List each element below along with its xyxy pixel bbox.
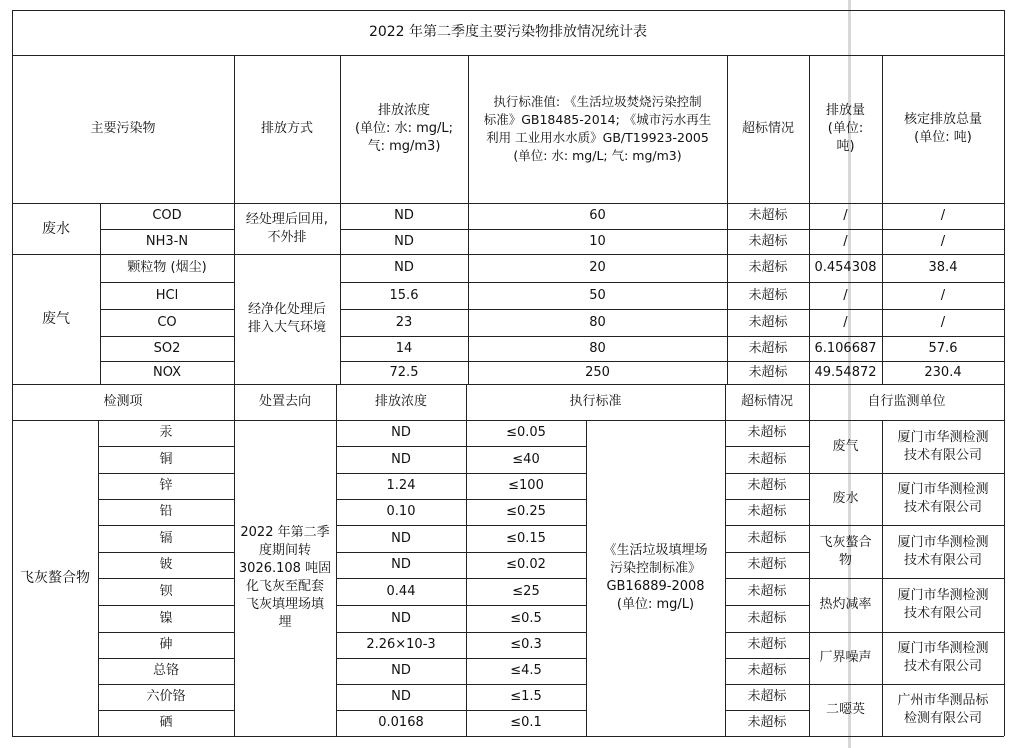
monitor-unit: 厦门市华测检测 技术有限公司 xyxy=(897,534,989,568)
ash-exceed-status: 未超标 xyxy=(747,637,787,652)
monitor-unit: 厦门市华测检测 技术有限公司 xyxy=(897,588,989,621)
grid-line xyxy=(725,632,809,633)
header-standard: 执行标准值: 《生活垃圾焚烧污染控制 标准》GB18485-2014; 《城市污水再生 利用 工业用水水质》GB/T19923-2005 (单位: 水: mg/L; 气: mg/m3) xyxy=(483,94,712,163)
emission-amount: 0.454308 xyxy=(814,260,877,275)
grid-line xyxy=(12,10,13,736)
grid-line xyxy=(725,525,809,526)
emission-concentration: 72.5 xyxy=(389,364,419,380)
ash-exceed-status: 未超标 xyxy=(747,504,787,519)
ash-item-name: 硒 xyxy=(159,715,173,730)
approved-total: / xyxy=(940,314,946,330)
grid-line xyxy=(340,309,1004,310)
grid-line xyxy=(100,309,234,310)
grid-line xyxy=(809,684,1004,685)
grid-line xyxy=(100,361,234,362)
grid-line xyxy=(98,605,234,606)
approved-total: / xyxy=(940,233,946,249)
exceed-status: 未超标 xyxy=(748,340,788,356)
grid-line xyxy=(98,499,234,500)
grid-line xyxy=(336,658,586,659)
grid-line xyxy=(98,658,234,659)
grid-line xyxy=(336,446,586,447)
pollutant-name: CO xyxy=(157,314,177,330)
ash-item-name: 铜 xyxy=(159,451,173,467)
grid-line xyxy=(336,384,337,736)
emission-amount: 49.54872 xyxy=(814,364,877,380)
ash-concentration: ND xyxy=(391,451,411,467)
emission-amount: / xyxy=(843,287,848,303)
ash-exceed-status: 未超标 xyxy=(747,583,787,599)
ash-exceed-status: 未超标 xyxy=(747,689,787,704)
ash-limit: ≤0.5 xyxy=(510,610,542,626)
water-method: 经处理后回用, 不外排 xyxy=(245,211,329,245)
grid-line xyxy=(340,282,1004,283)
ash-concentration: ND xyxy=(391,610,411,626)
grid-line xyxy=(725,446,809,447)
standard-value: 50 xyxy=(589,287,606,303)
grid-line xyxy=(98,710,234,711)
grid-line xyxy=(12,384,1004,385)
grid-line xyxy=(336,552,586,553)
approved-total: / xyxy=(940,287,946,303)
ash-destination: 2022 年第二季 度期间转 3026.108 吨固 化飞灰至配套 飞灰填埋场填 埋 xyxy=(238,525,332,630)
emission-amount: / xyxy=(843,233,848,249)
grid-line xyxy=(727,55,728,384)
ash-label: 飞灰螯合物 xyxy=(20,570,90,586)
pollutant-name: COD xyxy=(152,208,182,223)
grid-line xyxy=(468,55,469,384)
ash-concentration: 2.26×10-3 xyxy=(366,637,436,652)
ash-exceed-status: 未超标 xyxy=(747,715,787,730)
grid-line xyxy=(725,499,809,500)
ash-limit: ≤0.1 xyxy=(510,715,542,730)
ash-limit: ≤4.5 xyxy=(510,663,542,678)
exceed-status: 未超标 xyxy=(748,260,788,275)
emission-amount: / xyxy=(843,314,848,330)
grid-line xyxy=(12,420,1004,421)
pollutant-name: NOX xyxy=(152,364,182,380)
header-amount: 排放量 (单位: 吨) xyxy=(825,103,865,154)
grid-line xyxy=(725,578,809,579)
grid-line xyxy=(466,420,467,736)
emission-concentration: 23 xyxy=(395,314,413,330)
ash-limit: ≤25 xyxy=(512,583,540,599)
grid-line xyxy=(466,384,467,420)
ash-item-name: 钡 xyxy=(159,583,173,599)
exceed-status: 未超标 xyxy=(748,233,788,249)
header-pollutant: 主要污染物 xyxy=(90,121,156,136)
grid-line xyxy=(809,55,810,384)
ash-item-name: 锌 xyxy=(159,478,173,493)
grid-line xyxy=(725,710,809,711)
ash-concentration: ND xyxy=(391,530,411,546)
grid-line xyxy=(809,525,1004,526)
grid-line xyxy=(336,499,586,500)
exceed-status: 未超标 xyxy=(748,287,788,303)
grid-line xyxy=(100,229,234,230)
header-concentration: 排放浓度 (单位: 水: mg/L; 气: mg/m3) xyxy=(354,103,453,154)
ash-exceed-status: 未超标 xyxy=(747,425,787,440)
gas-method: 经净化处理后 排入大气环境 xyxy=(247,302,326,335)
monitor-category: 废气 xyxy=(832,438,859,454)
header2-standard: 执行标准 xyxy=(569,394,622,409)
grid-line xyxy=(882,420,883,736)
monitor-unit: 厦门市华测检测 技术有限公司 xyxy=(897,429,989,463)
standard-value: 60 xyxy=(589,208,606,223)
ash-concentration: 1.24 xyxy=(386,478,416,493)
ash-limit: ≤0.15 xyxy=(506,530,546,546)
ash-item-name: 镉 xyxy=(159,530,173,546)
monitor-category: 废水 xyxy=(832,491,859,506)
grid-line xyxy=(100,203,101,384)
ash-concentration: ND xyxy=(391,689,411,704)
standard-value: 250 xyxy=(585,364,610,380)
ash-item-name: 砷 xyxy=(159,637,173,652)
grid-line xyxy=(98,632,234,633)
grid-line xyxy=(725,605,809,606)
grid-line xyxy=(725,473,809,474)
ash-item-name: 铅 xyxy=(159,504,173,519)
water-label: 废水 xyxy=(42,220,70,237)
header2-exceed: 超标情况 xyxy=(740,394,793,409)
standard-value: 80 xyxy=(589,314,606,330)
grid-line xyxy=(336,632,586,633)
ash-item-name: 镍 xyxy=(159,610,173,626)
grid-line xyxy=(12,10,1004,11)
grid-line xyxy=(12,55,1004,56)
grid-line xyxy=(12,254,1004,255)
grid-line xyxy=(336,525,586,526)
pollutant-name: 颗粒物 (烟尘) xyxy=(127,260,207,275)
table-title: 2022 年第二季度主要污染物排放情况统计表 xyxy=(368,24,648,40)
monitor-category: 二噁英 xyxy=(825,702,865,717)
grid-line xyxy=(12,203,1004,204)
grid-line xyxy=(809,384,810,420)
approved-total: / xyxy=(940,208,946,223)
ash-exceed-status: 未超标 xyxy=(747,557,787,572)
ash-standard: 《生活垃圾填埋场 污染控制标准》 GB16889-2008 (单位: mg/L) xyxy=(603,543,708,612)
emission-concentration: ND xyxy=(394,260,414,275)
approved-total: 230.4 xyxy=(924,364,962,380)
pollutant-name: SO2 xyxy=(153,340,181,356)
ash-limit: ≤100 xyxy=(508,478,544,493)
grid-line xyxy=(882,55,883,384)
emission-concentration: 15.6 xyxy=(389,287,419,303)
grid-line xyxy=(98,446,234,447)
grid-line xyxy=(336,578,586,579)
emission-concentration: ND xyxy=(394,233,414,249)
standard-value: 20 xyxy=(589,260,606,275)
grid-line xyxy=(336,605,586,606)
grid-line xyxy=(340,336,1004,337)
grid-line xyxy=(100,336,234,337)
monitor-category: 飞灰螯合 物 xyxy=(819,534,872,568)
grid-line xyxy=(12,736,1004,737)
grid-line xyxy=(98,552,234,553)
emission-concentration: ND xyxy=(394,208,414,223)
pollutant-name: HCl xyxy=(155,287,179,303)
emission-amount: / xyxy=(843,208,848,223)
grid-line xyxy=(234,55,235,420)
ash-item-name: 铍 xyxy=(159,557,173,572)
grid-line xyxy=(98,525,234,526)
monitor-unit: 厦门市华测检测 技术有限公司 xyxy=(897,641,989,674)
exceed-status: 未超标 xyxy=(748,314,788,330)
header2-dest: 处置去向 xyxy=(258,394,311,409)
grid-line xyxy=(809,420,810,736)
grid-line xyxy=(725,552,809,553)
ash-exceed-status: 未超标 xyxy=(747,451,787,467)
grid-line xyxy=(336,710,586,711)
grid-line xyxy=(98,473,234,474)
ash-concentration: ND xyxy=(391,557,411,572)
ash-limit: ≤1.5 xyxy=(510,689,542,704)
monitor-category: 热灼减率 xyxy=(819,597,872,612)
ash-concentration: ND xyxy=(391,425,411,440)
ash-concentration: 0.0168 xyxy=(378,715,424,730)
header-method: 排放方式 xyxy=(260,121,313,136)
monitor-unit: 厦门市华测检测 技术有限公司 xyxy=(897,482,989,515)
header2-conc: 排放浓度 xyxy=(374,394,427,409)
ash-exceed-status: 未超标 xyxy=(747,530,787,546)
standard-value: 80 xyxy=(589,340,606,356)
ash-concentration: 0.10 xyxy=(386,504,416,519)
ash-exceed-status: 未超标 xyxy=(747,610,787,626)
ash-item-name: 汞 xyxy=(159,425,173,440)
grid-line xyxy=(586,420,587,736)
exceed-status: 未超标 xyxy=(748,364,788,380)
grid-line xyxy=(809,578,1004,579)
grid-line xyxy=(340,229,1004,230)
header2-monitor: 自行监测单位 xyxy=(867,394,946,409)
ash-concentration: ND xyxy=(391,663,411,678)
grid-line xyxy=(340,55,341,384)
grid-line xyxy=(809,473,1004,474)
standard-value: 10 xyxy=(589,233,606,249)
ash-limit: ≤0.02 xyxy=(506,557,546,572)
ash-item-name: 总铬 xyxy=(152,663,179,678)
approved-total: 57.6 xyxy=(928,340,958,356)
grid-line xyxy=(234,384,235,736)
ash-limit: ≤40 xyxy=(512,451,540,467)
grid-line xyxy=(725,658,809,659)
grid-line xyxy=(725,684,809,685)
ash-exceed-status: 未超标 xyxy=(747,478,787,493)
header2-item: 检测项 xyxy=(103,394,143,409)
approved-total: 38.4 xyxy=(928,260,958,275)
grid-line xyxy=(98,420,99,736)
grid-line xyxy=(336,473,586,474)
ash-concentration: 0.44 xyxy=(386,583,416,599)
ash-exceed-status: 未超标 xyxy=(747,663,787,678)
grid-line xyxy=(98,578,234,579)
ash-limit: ≤0.3 xyxy=(510,637,542,652)
exceed-status: 未超标 xyxy=(748,208,788,223)
ash-limit: ≤0.05 xyxy=(506,425,546,440)
emission-concentration: 14 xyxy=(395,340,413,356)
ash-item-name: 六价铬 xyxy=(146,689,186,704)
emission-amount: 6.106687 xyxy=(814,340,877,356)
ash-limit: ≤0.25 xyxy=(506,504,546,519)
grid-line xyxy=(340,361,1004,362)
header-exceed: 超标情况 xyxy=(741,121,794,136)
grid-line xyxy=(336,684,586,685)
grid-line xyxy=(1004,10,1005,736)
gas-label: 废气 xyxy=(42,311,70,327)
pollutant-name: NH3-N xyxy=(145,233,189,249)
monitor-category: 厂界噪声 xyxy=(819,650,872,665)
monitor-unit: 广州市华测品标 检测有限公司 xyxy=(897,693,989,726)
grid-line xyxy=(100,282,234,283)
grid-line xyxy=(725,384,726,736)
grid-line xyxy=(809,632,1004,633)
header-total: 核定排放总量 (单位: 吨) xyxy=(903,112,982,145)
grid-line xyxy=(98,684,234,685)
